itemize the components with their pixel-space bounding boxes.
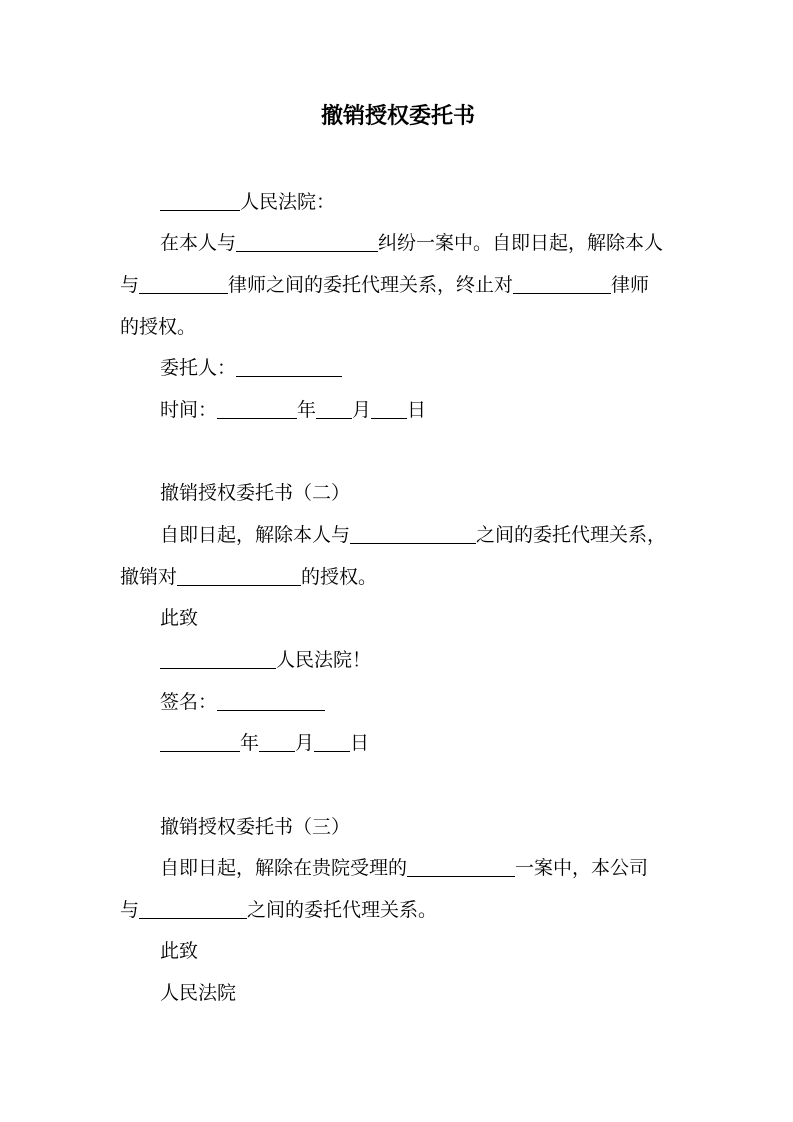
lawyer-blank-2[interactable]	[513, 275, 611, 294]
signature-blank[interactable]	[217, 692, 325, 711]
party-blank[interactable]	[350, 525, 476, 544]
month-blank[interactable]	[259, 733, 295, 752]
text-span: 之间的委托代理关系，	[476, 524, 667, 546]
paragraph-line	[120, 233, 676, 253]
time-label: 时间：	[160, 399, 218, 421]
case-blank[interactable]	[407, 858, 515, 877]
salutation: 此致	[160, 940, 199, 962]
court-name-blank[interactable]	[160, 650, 276, 669]
paragraph-line	[120, 858, 676, 878]
day-label: 日	[350, 732, 370, 754]
text-span: 的授权。	[120, 316, 197, 338]
year-label: 年	[297, 399, 317, 421]
section-heading: 撤销授权委托书（三）	[160, 816, 351, 838]
text-span: 与	[120, 274, 140, 296]
text-span: 撤销对	[120, 566, 178, 588]
paragraph-line	[120, 317, 676, 337]
document-title: 撤销授权委托书	[320, 104, 475, 129]
day-label: 日	[407, 399, 427, 421]
year-label: 年	[240, 732, 260, 754]
client-line	[120, 358, 676, 378]
month-blank[interactable]	[316, 400, 352, 419]
client-label: 委托人：	[160, 357, 237, 379]
text-span: 自即日起，解除本人与	[160, 524, 351, 546]
paragraph-line	[120, 275, 676, 295]
text-span: 之间的委托代理关系。	[247, 899, 438, 921]
text-span: 一案中，本公司	[515, 857, 649, 879]
text-span: 的授权。	[301, 566, 378, 588]
court-name-blank[interactable]	[160, 192, 240, 211]
paragraph-line	[120, 567, 676, 587]
party-blank[interactable]	[236, 233, 378, 252]
year-blank[interactable]	[217, 400, 297, 419]
section-heading: 撤销授权委托书（二）	[160, 482, 351, 504]
party-blank[interactable]	[139, 900, 247, 919]
paragraph-line	[120, 525, 676, 545]
text-span: 在本人与	[160, 232, 237, 254]
revoke-blank[interactable]	[177, 567, 301, 586]
day-blank[interactable]	[314, 733, 350, 752]
sign-label: 签名：	[160, 691, 218, 713]
day-blank[interactable]	[371, 400, 407, 419]
signature-line	[120, 692, 676, 712]
court-addressee-line	[120, 192, 676, 212]
court-line	[120, 650, 676, 670]
court-line: 人民法院	[160, 982, 237, 1004]
month-label: 月	[352, 399, 372, 421]
date-line	[120, 733, 676, 753]
text-span: 律师之间的委托代理关系，终止对	[228, 274, 514, 296]
salutation: 此致	[160, 607, 199, 629]
text-span: 与	[120, 899, 140, 921]
month-label: 月	[295, 732, 315, 754]
text-span: 自即日起，解除在贵院受理的	[160, 857, 408, 879]
client-blank[interactable]	[236, 358, 342, 377]
text-span: 纠纷一案中。自即日起，解除本人	[378, 232, 664, 254]
lawyer-blank[interactable]	[139, 275, 228, 294]
text-span: 律师	[611, 274, 650, 296]
court-suffix: 人民法院：	[240, 191, 336, 213]
date-line	[120, 400, 676, 420]
year-blank[interactable]	[160, 733, 240, 752]
court-suffix: 人民法院！	[276, 649, 372, 671]
paragraph-line	[120, 900, 676, 920]
